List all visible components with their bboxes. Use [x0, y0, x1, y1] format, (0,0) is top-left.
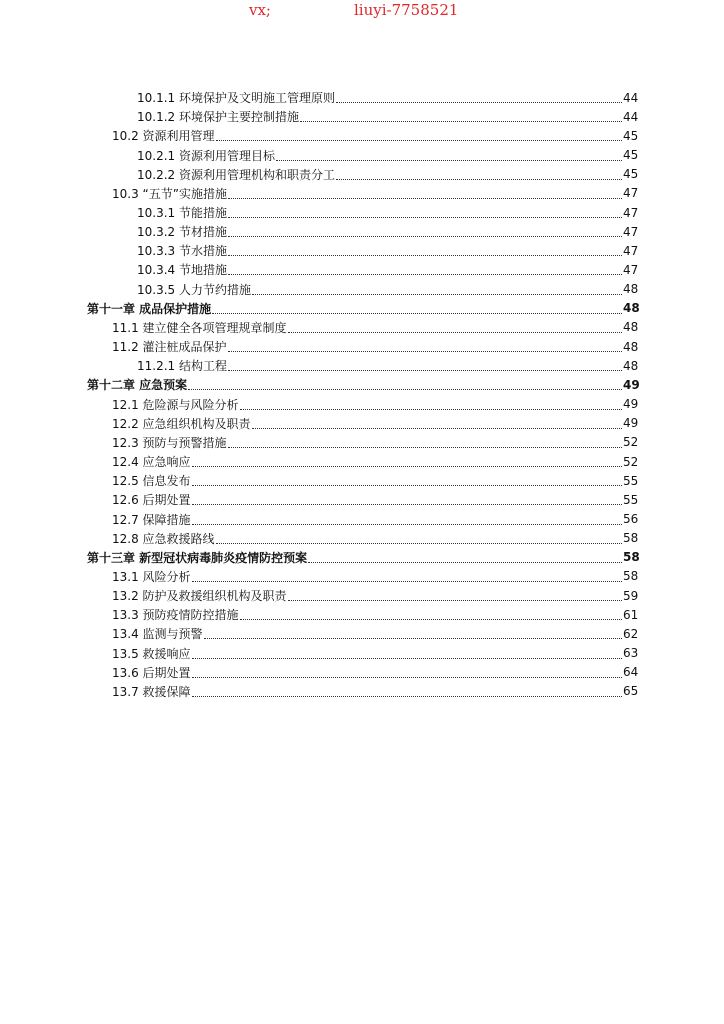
toc-entry-label: 13.2 防护及救援组织机构及职责	[112, 589, 287, 604]
toc-entry-label: 12.8 应急救援路线	[112, 531, 215, 546]
toc-dot-leader	[192, 665, 622, 678]
toc-page-number: 47	[623, 224, 639, 239]
toc-entry-label: 10.2 资源利用管理	[112, 129, 215, 144]
toc-section-entry[interactable]	[0, 433, 724, 452]
toc-dot-leader	[228, 205, 622, 218]
toc-entry-label: 13.6 后期处置	[112, 665, 191, 680]
toc-page-number: 52	[623, 435, 639, 450]
toc-page-number: 49	[623, 416, 639, 431]
toc-entry-label: 12.4 应急响应	[112, 455, 191, 470]
toc-entry-label: 10.3 “五节”实施措施	[112, 186, 227, 201]
toc-section-entry[interactable]	[0, 605, 724, 624]
toc-dot-leader	[216, 128, 622, 141]
toc-section-entry[interactable]	[0, 644, 724, 663]
toc-dot-leader	[336, 167, 622, 180]
toc-entry-label: 12.6 后期处置	[112, 493, 191, 508]
toc-section-entry[interactable]	[0, 337, 724, 356]
toc-page-number: 59	[623, 588, 639, 603]
toc-page-number: 64	[623, 665, 639, 680]
toc-section-entry[interactable]	[0, 126, 724, 145]
toc-page-number: 58	[623, 531, 639, 546]
toc-entry-label: 12.1 危险源与风险分析	[112, 397, 239, 412]
toc-dot-leader	[336, 90, 622, 103]
toc-section-entry[interactable]	[0, 395, 724, 414]
toc-section-entry[interactable]	[0, 567, 724, 586]
toc-entry-label: 10.2.1 资源利用管理目标	[137, 148, 275, 163]
toc-entry-label: 12.5 信息发布	[112, 474, 191, 489]
toc-page-number: 63	[623, 646, 639, 661]
toc-entry-label: 11.2 灌注桩成品保护	[112, 340, 227, 355]
toc-entry-label: 10.2.2 资源利用管理机构和职责分工	[137, 167, 335, 182]
toc-page-number: 61	[623, 607, 639, 622]
toc-entry-label: 13.4 监测与预警	[112, 627, 203, 642]
toc-entry-label: 10.1.1 环境保护及文明施工管理原则	[137, 91, 335, 106]
toc-subsection-entry[interactable]	[0, 88, 724, 107]
toc-dot-leader	[228, 224, 622, 237]
toc-entry-label: 11.1 建立健全各项管理规章制度	[112, 320, 287, 335]
toc-entry-label: 12.7 保障措施	[112, 512, 191, 527]
toc-entry-label: 第十二章 应急预案	[87, 378, 188, 393]
toc-page-number: 52	[623, 454, 639, 469]
toc-section-entry[interactable]	[0, 184, 724, 203]
toc-section-entry[interactable]	[0, 318, 724, 337]
toc-entry-label: 13.7 救援保障	[112, 684, 191, 699]
toc-page-number: 48	[623, 339, 639, 354]
toc-subsection-entry[interactable]	[0, 107, 724, 126]
toc-dot-leader	[300, 109, 622, 122]
toc-page-number: 62	[623, 626, 639, 641]
toc-page-number: 48	[623, 301, 640, 316]
toc-dot-leader	[288, 320, 622, 333]
toc-dot-leader	[228, 435, 622, 448]
toc-page-number: 47	[623, 205, 639, 220]
toc-dot-leader	[240, 397, 622, 410]
toc-dot-leader	[212, 301, 622, 314]
toc-page-number: 65	[623, 684, 639, 699]
toc-page-number: 48	[623, 320, 639, 335]
toc-dot-leader	[228, 358, 622, 371]
toc-page-number: 48	[623, 282, 639, 297]
toc-entry-label: 10.3.3 节水措施	[137, 244, 227, 259]
toc-dot-leader	[228, 243, 622, 256]
watermark-right-text: liuyi-7758521	[354, 1, 459, 19]
toc-dot-leader	[288, 588, 622, 601]
toc-page-number: 55	[623, 473, 639, 488]
toc-page-number: 58	[623, 550, 640, 565]
toc-page-number: 44	[623, 109, 639, 124]
toc-dot-leader	[192, 454, 622, 467]
toc-dot-leader	[252, 282, 622, 295]
toc-dot-leader	[228, 262, 622, 275]
toc-dot-leader	[204, 626, 622, 639]
toc-dot-leader	[228, 339, 622, 352]
toc-section-entry[interactable]	[0, 414, 724, 433]
toc-page-number: 58	[623, 569, 639, 584]
toc-subsection-entry[interactable]	[0, 165, 724, 184]
toc-subsection-entry[interactable]	[0, 222, 724, 241]
watermark	[0, 0, 724, 24]
toc-subsection-entry[interactable]	[0, 356, 724, 375]
toc-page-number: 55	[623, 492, 639, 507]
toc-subsection-entry[interactable]	[0, 145, 724, 164]
toc-page-number: 49	[623, 397, 639, 412]
toc-section-entry[interactable]	[0, 624, 724, 643]
toc-page-number: 47	[623, 262, 639, 277]
toc-dot-leader	[192, 473, 622, 486]
toc-dot-leader	[276, 148, 622, 161]
toc-dot-leader	[192, 569, 622, 582]
toc-section-entry[interactable]	[0, 529, 724, 548]
toc-entry-label: 13.5 救援响应	[112, 646, 191, 661]
toc-chapter-entry[interactable]	[0, 299, 724, 318]
toc-entry-label: 第十一章 成品保护措施	[87, 301, 212, 316]
toc-page-number: 49	[623, 377, 640, 392]
toc-entry-label: 10.3.4 节地措施	[137, 263, 227, 278]
toc-page-number: 45	[623, 148, 639, 163]
toc-dot-leader	[308, 550, 622, 563]
toc-entry-label: 10.3.1 节能措施	[137, 206, 227, 221]
toc-entry-label: 12.3 预防与预警措施	[112, 435, 227, 450]
toc-subsection-entry[interactable]	[0, 203, 724, 222]
toc-section-entry[interactable]	[0, 490, 724, 509]
toc-section-entry[interactable]	[0, 663, 724, 682]
toc-section-entry[interactable]	[0, 509, 724, 528]
toc-page-number: 45	[623, 128, 639, 143]
toc-entry-label: 10.1.2 环境保护主要控制措施	[137, 110, 299, 125]
table-of-contents	[0, 88, 724, 701]
toc-entry-label: 第十三章 新型冠状病毒肺炎疫情防控预案	[87, 550, 308, 565]
toc-entry-label: 12.2 应急组织机构及职责	[112, 416, 251, 431]
toc-section-entry[interactable]	[0, 586, 724, 605]
toc-page-number: 47	[623, 186, 639, 201]
toc-dot-leader	[216, 531, 622, 544]
toc-section-entry[interactable]	[0, 682, 724, 701]
toc-entry-label: 10.3.5 人力节约措施	[137, 282, 251, 297]
toc-section-entry[interactable]	[0, 471, 724, 490]
toc-subsection-entry[interactable]	[0, 260, 724, 279]
toc-dot-leader	[252, 416, 622, 429]
toc-page-number: 44	[623, 90, 639, 105]
toc-dot-leader	[192, 512, 622, 525]
toc-dot-leader	[192, 646, 622, 659]
toc-chapter-entry[interactable]	[0, 375, 724, 394]
toc-subsection-entry[interactable]	[0, 241, 724, 260]
toc-dot-leader	[228, 186, 622, 199]
toc-page-number: 47	[623, 243, 639, 258]
toc-entry-label: 11.2.1 结构工程	[137, 359, 227, 374]
toc-page-number: 45	[623, 167, 639, 182]
toc-page-number: 48	[623, 358, 639, 373]
toc-subsection-entry[interactable]	[0, 280, 724, 299]
toc-entry-label: 13.1 风险分析	[112, 569, 191, 584]
toc-entry-label: 13.3 预防疫情防控措施	[112, 608, 239, 623]
watermark-left-text: vx;	[249, 1, 271, 19]
toc-page-number: 56	[623, 512, 639, 527]
toc-dot-leader	[192, 492, 622, 505]
toc-dot-leader	[240, 607, 622, 620]
toc-section-entry[interactable]	[0, 452, 724, 471]
toc-dot-leader	[188, 377, 622, 390]
toc-entry-label: 10.3.2 节材措施	[137, 225, 227, 240]
toc-chapter-entry[interactable]	[0, 548, 724, 567]
toc-dot-leader	[192, 684, 622, 697]
